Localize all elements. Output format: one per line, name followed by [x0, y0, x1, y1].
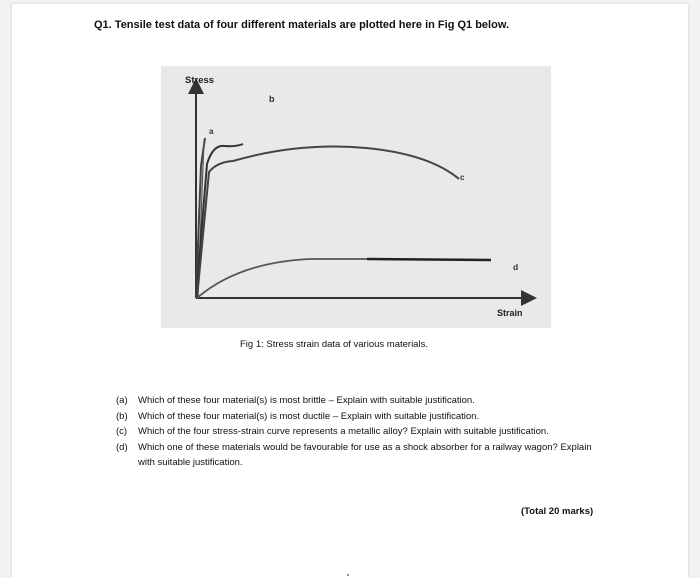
question-part-text: Which of these four material(s) is most ductile – Explain with suitable justification.	[138, 410, 480, 422]
question-part-label: (c)	[116, 426, 128, 438]
curve-b-label: b	[269, 94, 275, 104]
stress-strain-plot	[161, 66, 551, 328]
question-part-label: (b)	[116, 410, 128, 422]
question-part-text: Which of these four material(s) is most brittle – Explain with suitable justification.	[138, 395, 475, 406]
question-part	[116, 424, 606, 440]
curve-d-label: d	[513, 262, 519, 272]
question-part-label: (d)	[116, 441, 128, 453]
curve-d-plateau	[367, 259, 491, 260]
question-part	[116, 393, 606, 409]
x-axis-label: Strain	[497, 308, 523, 318]
figure-caption: Fig 1: Stress strain data of various materials.	[240, 339, 428, 350]
total-marks: (Total 20 marks)	[521, 506, 594, 517]
curve-a-label: a	[209, 127, 214, 136]
page-mark	[347, 574, 349, 576]
stress-strain-figure	[161, 66, 551, 328]
curve-c	[197, 147, 459, 298]
question-part-text: Which of the four stress-strain curve represents a metallic alloy? Explain with suitable justification.	[138, 426, 549, 438]
question-part	[116, 440, 606, 471]
curve-c-label: c	[460, 173, 465, 182]
document-page	[12, 4, 688, 578]
question-part-label: (a)	[116, 395, 128, 406]
question-parts-list	[116, 393, 606, 471]
question-part	[116, 409, 606, 425]
question-title: Q1. Tensile test data of four different materials are plotted here in Fig Q1 below.	[94, 19, 510, 31]
curve-d	[197, 259, 491, 298]
question-part-text: Which one of these materials would be favourable for use as a shock absorber for a railway wagon? Explain with suitable justification.	[138, 441, 592, 469]
y-axis-label: Stress	[185, 75, 215, 86]
